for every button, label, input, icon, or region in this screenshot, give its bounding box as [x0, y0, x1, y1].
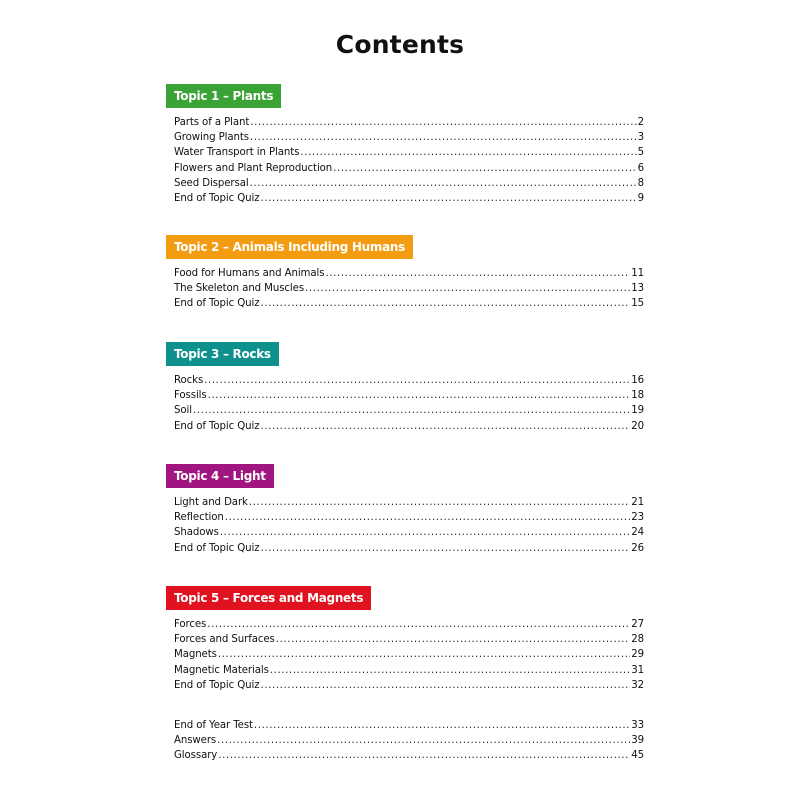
dot-leader: [193, 405, 630, 416]
entry-page: 9: [637, 192, 644, 204]
dot-leader: [260, 193, 636, 204]
topic-heading: Topic 4 – Light: [166, 464, 274, 488]
entry-title: Fossils: [174, 390, 207, 402]
dot-leader: [260, 543, 630, 554]
topic-heading: Topic 3 – Rocks: [166, 342, 279, 366]
entry-page: 26: [631, 542, 644, 554]
entry-page: 5: [637, 147, 644, 159]
toc-entry[interactable]: [166, 680, 644, 695]
entry-title: Magnetic Materials: [174, 664, 269, 676]
dot-leader: [260, 680, 630, 691]
topic-section-rocks: [166, 342, 644, 436]
entry-title: Parts of a Plant: [174, 117, 250, 128]
entry-title: End of Topic Quiz: [174, 192, 260, 204]
dot-leader: [208, 390, 631, 401]
topic-items: [166, 619, 644, 695]
toc-entry[interactable]: [166, 178, 644, 193]
dot-leader: [325, 268, 630, 279]
entry-title: End of Topic Quiz: [174, 298, 260, 310]
entry-title: Water Transport in Plants: [174, 147, 300, 159]
page-title: Contents: [335, 30, 465, 59]
dot-leader: [254, 720, 630, 731]
toc-entry[interactable]: [166, 649, 644, 664]
entry-page: 29: [631, 649, 644, 661]
entry-page: 16: [631, 375, 644, 386]
topic-items: [166, 268, 644, 314]
toc-entry[interactable]: [166, 665, 644, 680]
entry-page: 28: [631, 634, 644, 646]
entry-page: 18: [631, 390, 644, 402]
dot-leader: [260, 421, 630, 432]
entry-title: Reflection: [174, 512, 224, 524]
dot-leader: [218, 649, 630, 660]
entry-page: 45: [631, 750, 644, 762]
dot-leader: [250, 178, 637, 189]
dot-leader: [220, 527, 630, 538]
entry-page: 39: [631, 735, 644, 747]
toc-entry[interactable]: [166, 375, 644, 390]
entry-page: 31: [631, 664, 644, 676]
entry-title: Forces and Surfaces: [174, 634, 275, 646]
dot-leader: [250, 117, 636, 128]
dot-leader: [250, 132, 637, 143]
entry-page: 13: [631, 283, 644, 295]
entry-page: 15: [631, 298, 644, 310]
dot-leader: [270, 665, 630, 676]
entry-title: Glossary: [174, 750, 218, 762]
entry-page: 23: [631, 512, 644, 524]
toc-entry[interactable]: [166, 132, 644, 147]
entry-title: End of Topic Quiz: [174, 420, 260, 432]
dot-leader: [333, 163, 636, 174]
entry-title: Food for Humans and Animals: [174, 268, 325, 279]
topic-heading: Topic 1 – Plants: [166, 84, 281, 108]
toc-entry[interactable]: [166, 163, 644, 178]
entry-title: End of Year Test: [174, 720, 253, 731]
toc-entry[interactable]: [166, 720, 644, 735]
topic-items: [166, 117, 644, 208]
entry-title: The Skeleton and Muscles: [174, 283, 305, 295]
topic-section-plants: [166, 84, 644, 208]
entry-page: 8: [637, 177, 644, 189]
toc-entry[interactable]: [166, 527, 644, 542]
entry-title: Forces: [174, 619, 207, 630]
entry-page: 32: [631, 679, 644, 691]
toc-entry[interactable]: [166, 619, 644, 634]
topic-heading: Topic 2 – Animals Including Humans: [166, 235, 413, 259]
dot-leader: [305, 283, 630, 294]
toc-entry[interactable]: [166, 634, 644, 649]
entry-page: 3: [637, 132, 644, 144]
dot-leader: [204, 375, 630, 386]
entry-page: 20: [631, 420, 644, 432]
entry-title: End of Topic Quiz: [174, 679, 260, 691]
toc-entry[interactable]: [166, 405, 644, 420]
entry-title: Flowers and Plant Reproduction: [174, 162, 333, 174]
dot-leader: [276, 634, 631, 645]
topic-section-light: [166, 464, 644, 558]
entry-page: 24: [631, 527, 644, 539]
toc-entry[interactable]: [166, 750, 644, 765]
toc-entry[interactable]: [166, 268, 644, 283]
entry-page: 27: [631, 619, 644, 630]
dot-leader: [300, 147, 636, 158]
entry-title: Answers: [174, 735, 217, 747]
entry-title: Growing Plants: [174, 132, 249, 144]
dot-leader: [217, 735, 630, 746]
toc-entry[interactable]: [166, 543, 644, 558]
toc-entry[interactable]: [166, 283, 644, 298]
toc-entry[interactable]: [166, 390, 644, 405]
entry-title: Magnets: [174, 649, 217, 661]
dot-leader: [218, 750, 630, 761]
entry-title: Seed Dispersal: [174, 177, 249, 189]
entry-title: Light and Dark: [174, 497, 248, 508]
entry-title: Rocks: [174, 375, 204, 386]
dot-leader: [260, 298, 630, 309]
toc-entry[interactable]: [166, 193, 644, 208]
dot-leader: [249, 497, 630, 508]
topic-section-animals: [166, 235, 644, 314]
back-matter-section: [166, 720, 644, 766]
topic-heading: Topic 5 – Forces and Magnets: [166, 586, 371, 610]
toc-entry[interactable]: [166, 735, 644, 750]
topic-section-forces: [166, 586, 644, 695]
back-matter-items: [166, 720, 644, 766]
dot-leader: [207, 619, 630, 630]
entry-page: 6: [637, 162, 644, 174]
toc-entry[interactable]: [166, 512, 644, 527]
toc-entry[interactable]: [166, 421, 644, 436]
entry-page: 2: [637, 117, 644, 128]
dot-leader: [225, 512, 631, 523]
entry-title: Soil: [174, 405, 192, 417]
entry-title: Shadows: [174, 527, 219, 539]
topic-items: [166, 375, 644, 436]
toc-entry[interactable]: [166, 117, 644, 132]
toc-entry[interactable]: [166, 147, 644, 162]
toc-entry[interactable]: [166, 497, 644, 512]
entry-page: 19: [631, 405, 644, 417]
entry-page: 33: [631, 720, 644, 731]
entry-page: 11: [631, 268, 644, 279]
toc-entry[interactable]: [166, 298, 644, 313]
entry-page: 21: [631, 497, 644, 508]
topic-items: [166, 497, 644, 558]
entry-title: End of Topic Quiz: [174, 542, 260, 554]
